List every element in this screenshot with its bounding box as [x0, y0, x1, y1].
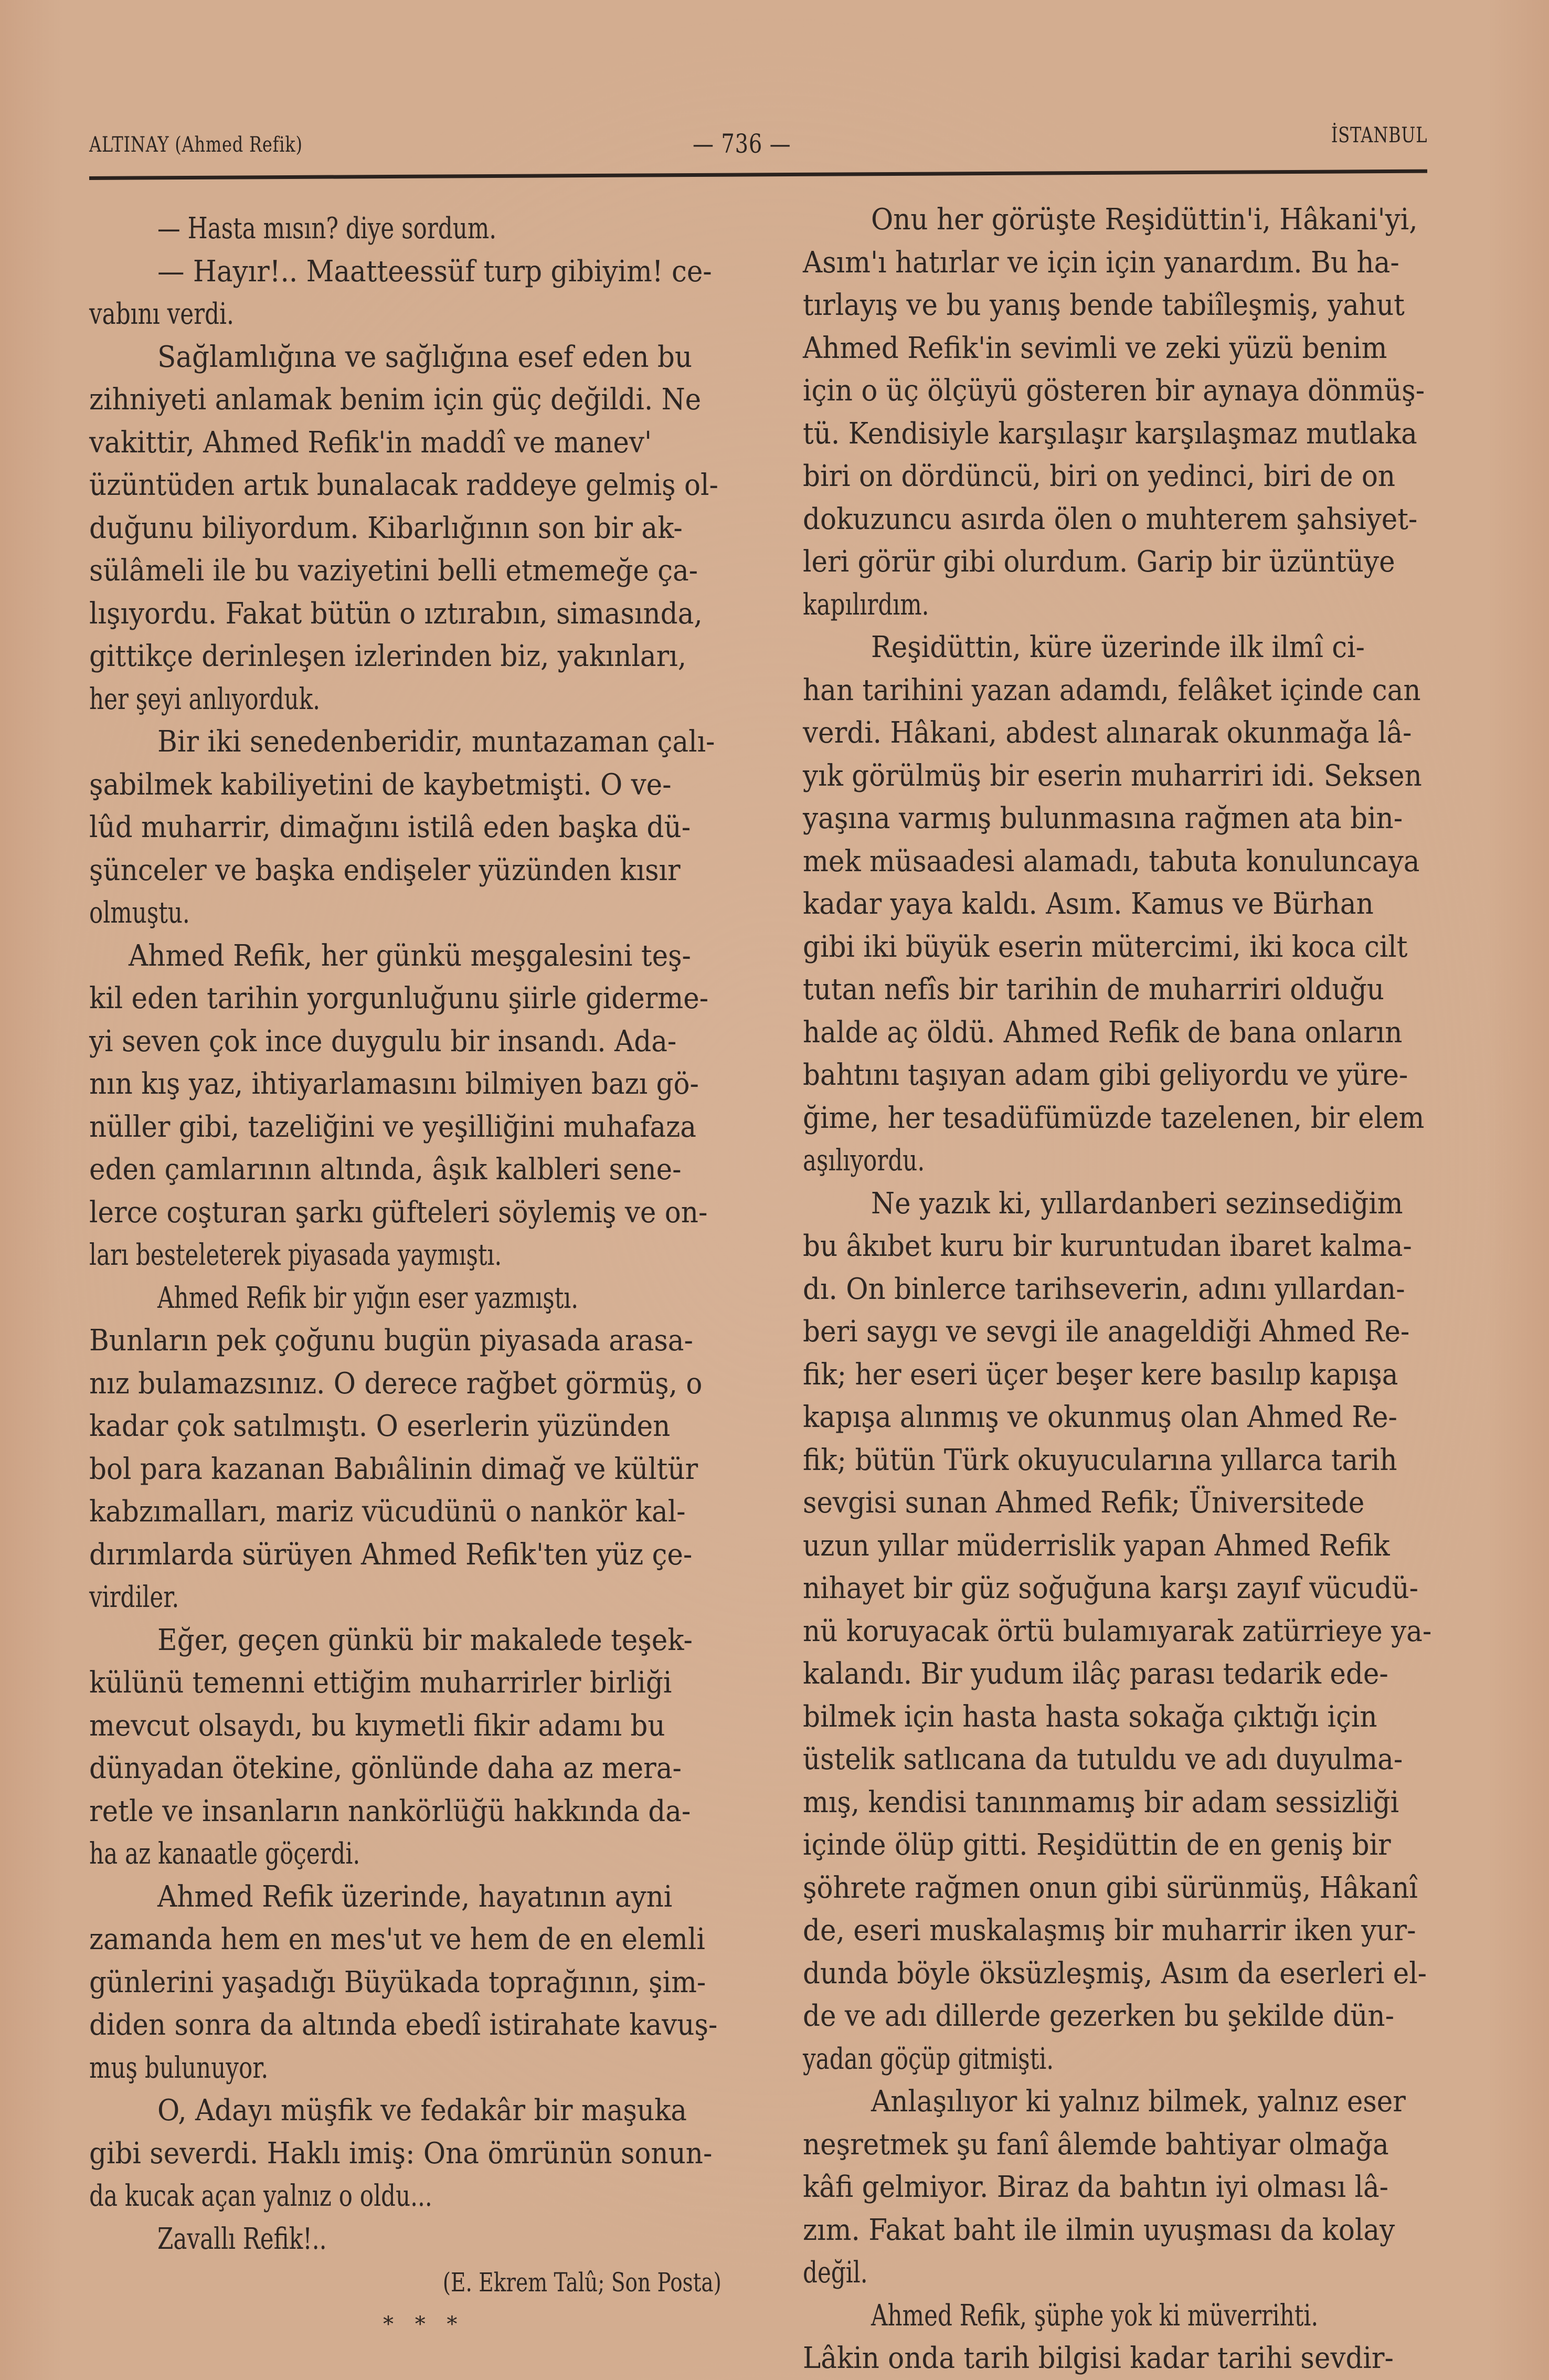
text-line-content: sevgisi sunan Ahmed Refik; Üniversitede	[803, 1486, 1365, 1520]
text-line	[89, 1490, 727, 1533]
text-line	[89, 1319, 727, 1362]
text-line-content: bu âkıbet kuru bir kuruntudan ibaret kalma-	[803, 1229, 1412, 1263]
text-line	[89, 1277, 727, 1320]
header-rule	[89, 170, 1427, 180]
text-line	[89, 721, 727, 764]
header-section: İSTANBUL	[1331, 123, 1427, 147]
text-line-content: tü. Kendisiyle karşılaşır karşılaşmaz mutlaka	[803, 416, 1417, 451]
text-line	[803, 2209, 1435, 2252]
text-line	[803, 1952, 1435, 1995]
text-line	[803, 455, 1435, 498]
text-line	[803, 1867, 1435, 1910]
text-line-content: üzüntüden artık bunalacak raddeye gelmiş ol-	[89, 468, 718, 502]
text-line	[89, 2089, 727, 2132]
text-line	[89, 1148, 727, 1191]
text-line-content: Asım'ı hatırlar ve için için yanardım. Bu ha-	[803, 245, 1399, 280]
text-line	[803, 1054, 1435, 1097]
text-line	[89, 2047, 727, 2090]
text-line	[89, 1961, 727, 2004]
text-line-content: han tarihini yazan adamdı, felâket içinde can	[803, 673, 1421, 707]
text-line	[803, 1396, 1435, 1439]
text-line	[803, 584, 1435, 627]
text-line-content: duğunu biliyordum. Kibarlığının son bir ak-	[89, 511, 683, 545]
text-line-content: olmuştu.	[89, 896, 190, 930]
text-line	[89, 1662, 727, 1705]
text-line-content: Ahmed Refik'in sevimli ve zeki yüzü benim	[803, 331, 1387, 365]
text-line-content: bilmek için hasta hasta sokağa çıktığı için	[803, 1699, 1377, 1734]
text-line-content: vakittir, Ahmed Refik'in maddî ve manev'	[89, 425, 652, 460]
text-line	[803, 2038, 1435, 2081]
text-line	[803, 2251, 1435, 2294]
text-line	[803, 1011, 1435, 1054]
text-line-content: ha az kanaatle göçerdi.	[89, 1837, 360, 1871]
text-line	[803, 2080, 1435, 2123]
text-line-content: verdi. Hâkani, abdest alınarak okunmağa lâ-	[803, 716, 1412, 750]
text-line	[803, 797, 1435, 840]
text-line-content: Ahmed Refik, her günkü meşgalesini teş-	[129, 938, 691, 973]
text-line-content: retle ve insanların nankörlüğü hakkında da-	[89, 1794, 691, 1828]
text-line-content: tırlayış ve bu yanış bende tabiîleşmiş, yahut	[803, 288, 1405, 322]
text-line	[803, 1225, 1435, 1268]
text-line-content: üstelik satlıcana da tutuldu ve adı duyulma-	[803, 1742, 1403, 1776]
text-line-content: mek müsaadesi alamadı, tabuta konuluncaya	[803, 844, 1420, 879]
text-line	[803, 1482, 1435, 1525]
text-line	[803, 327, 1435, 370]
text-line-content: O, Adayı müşfik ve fedakâr bir maşuka	[157, 2093, 687, 2128]
text-line-content: neşretmek şu fanî âlemde bahtiyar olmağa	[803, 2127, 1389, 2162]
text-line	[89, 2004, 727, 2047]
text-line	[89, 2175, 727, 2218]
text-line	[89, 1833, 727, 1876]
text-line	[89, 293, 727, 336]
text-line-content: kapışa alınmış ve okunmuş olan Ahmed Re-	[803, 1400, 1397, 1434]
text-line	[89, 549, 727, 593]
text-line-content: fik; bütün Türk okuyucularına yıllarca tarih	[803, 1443, 1397, 1477]
text-line	[89, 1705, 727, 1748]
text-line	[89, 764, 727, 807]
text-line	[803, 1182, 1435, 1225]
text-line-content: külünü temenni ettiğim muharrirler birliği	[89, 1666, 672, 1700]
text-line-content: Reşidüttin, küre üzerinde ilk ilmî ci-	[871, 630, 1365, 664]
text-line	[89, 2218, 727, 2261]
text-line-content: Ahmed Refik, şüphe yok ki müverrihti.	[871, 2298, 1319, 2333]
text-line-content: Ahmed Refik üzerinde, hayatının ayni	[157, 1879, 673, 1914]
text-line-content: kalandı. Bir yudum ilâç parası tedarik ede-	[803, 1657, 1388, 1691]
text-line	[89, 2132, 727, 2175]
text-line	[803, 2166, 1435, 2209]
text-line	[89, 1448, 727, 1491]
text-line-content: da kucak açan yalnız o oldu...	[89, 2179, 432, 2213]
text-line	[803, 1653, 1435, 1696]
text-line	[803, 1310, 1435, 1353]
source-attribution	[89, 2260, 727, 2303]
text-line-content: nihayet bir güz soğuğuna karşı zayıf vücudü-	[803, 1571, 1419, 1605]
text-line	[89, 678, 727, 721]
text-line	[89, 378, 727, 421]
text-line-content: zamanda hem en mes'ut ve hem de en elemli	[89, 1922, 705, 1956]
text-line-content: dı. On binlerce tarihseverin, adını yıllardan-	[803, 1272, 1405, 1306]
text-line-content: mış, kendisi tanınmamış bir adam sessizliği	[803, 1785, 1399, 1820]
text-line-content: Bir iki senedenberidir, muntazaman çalı-	[157, 725, 715, 759]
text-line	[803, 2123, 1435, 2166]
text-line	[803, 968, 1435, 1011]
text-line	[803, 541, 1435, 584]
text-line	[89, 1876, 727, 1919]
text-line	[89, 336, 727, 379]
text-line	[89, 507, 727, 550]
text-line-content: vabını verdi.	[89, 297, 234, 331]
text-line-content: sülâmeli ile bu vaziyetini belli etmemeğe ça-	[89, 554, 698, 588]
text-line-content: diden sonra da altında ebedî istirahate kavuş-	[89, 2008, 718, 2042]
text-line-content: nüller gibi, tazeliğini ve yeşilliğini muhafaza	[89, 1109, 696, 1144]
text-line-content: dokuzuncu asırda ölen o muhterem şahsiyet-	[803, 502, 1418, 536]
text-line-content: şünceler ve başka endişeler yüzünden kısır	[89, 853, 681, 887]
text-line-content: tutan nefîs bir tarihin de muharriri olduğu	[803, 972, 1384, 1007]
text-line-content: — Hayır!.. Maatteessüf turp gibiyim! ce-	[157, 254, 712, 289]
text-line	[89, 207, 727, 250]
source-attribution-text: (E. Ekrem Talû; Son Posta)	[442, 2267, 722, 2298]
text-line	[89, 1362, 727, 1405]
text-line	[89, 849, 727, 892]
text-line	[803, 498, 1435, 541]
text-line	[803, 2294, 1435, 2337]
text-line	[803, 1353, 1435, 1397]
text-line	[803, 2337, 1435, 2380]
text-line	[803, 1738, 1435, 1781]
text-line	[89, 1747, 727, 1790]
text-line-content: kadar çok satılmıştı. O eserlerin yüzünden	[89, 1409, 671, 1443]
text-line-content: yaşına varmış bulunmasına rağmen ata bin-	[803, 801, 1403, 835]
text-line	[89, 1619, 727, 1662]
text-line-content: zihniyeti anlamak benim için güç değildi. Ne	[89, 383, 702, 417]
text-line	[803, 1696, 1435, 1739]
text-line-content: kapılırdım.	[803, 587, 929, 622]
text-line	[803, 755, 1435, 798]
text-line-content: virdiler.	[89, 1580, 179, 1614]
text-line-content: yadan göçüp gitmişti.	[803, 2041, 1054, 2076]
text-line	[89, 977, 727, 1020]
text-line	[803, 712, 1435, 755]
text-line	[803, 926, 1435, 969]
text-line	[89, 806, 727, 849]
text-line	[89, 464, 727, 507]
text-line	[803, 1439, 1435, 1482]
text-line-content: nın kış yaz, ihtiyarlamasını bilmiyen bazı gö-	[89, 1067, 699, 1101]
right-column	[803, 198, 1435, 2380]
text-line-content: her şeyi anlıyorduk.	[89, 682, 320, 716]
text-line	[89, 635, 727, 678]
text-line-content: nü koruyacak örtü bulamıyarak zatürrieye ya-	[803, 1614, 1432, 1648]
text-line	[803, 626, 1435, 669]
text-line-content: ğime, her tesadüfümüzde tazelenen, bir elem	[803, 1101, 1425, 1135]
text-line	[803, 284, 1435, 327]
text-line	[803, 1781, 1435, 1824]
text-line-content: bol para kazanan Babıâlinin dimağ ve kültür	[89, 1452, 698, 1486]
text-line	[803, 369, 1435, 412]
text-line-content: halde aç öldü. Ahmed Refik de bana onların	[803, 1015, 1403, 1050]
text-line-content: kil eden tarihin yorgunluğunu şiirle giderme-	[89, 981, 709, 1016]
text-line-content: kâfi gelmiyor. Biraz da bahtın iyi olması lâ-	[803, 2170, 1389, 2204]
text-line-content: şöhrete rağmen onun gibi sürünmüş, Hâkanî	[803, 1870, 1418, 1905]
text-line-content: yi seven çok ince duygulu bir insandı. Ada-	[89, 1024, 677, 1059]
text-line	[803, 1525, 1435, 1568]
text-line-content: değil.	[803, 2256, 868, 2290]
text-line-content: de, eseri muskalaşmış bir muharrir iken yur-	[803, 1913, 1416, 1948]
text-line	[89, 1191, 727, 1234]
text-line-content: Eğer, geçen günkü bir makalede teşek-	[157, 1623, 693, 1657]
text-line	[89, 1020, 727, 1063]
text-line-content: kabzımalları, mariz vücudünü o nankör kal-	[89, 1495, 686, 1529]
text-line	[89, 250, 727, 293]
text-line-content: dunda böyle öksüzleşmiş, Asım da eserleri el-	[803, 1956, 1427, 1991]
page-number: — 736 —	[693, 129, 791, 159]
text-line	[803, 412, 1435, 456]
text-line-content: aşılıyordu.	[803, 1144, 925, 1178]
text-line-content: Zavallı Refik!..	[157, 2222, 327, 2256]
text-line-content: nız bulamazsınız. O derece rağbet görmüş, o	[89, 1366, 703, 1401]
text-line	[89, 1405, 727, 1448]
text-line	[89, 935, 727, 978]
text-line-content: Lâkin onda tarih bilgisi kadar tarihi sevdir-	[803, 2341, 1394, 2375]
text-line-content: şabilmek kabiliyetini de kaybetmişti. O ve-	[89, 767, 672, 802]
text-line-content: Ahmed Refik bir yığın eser yazmıştı.	[157, 1281, 579, 1315]
text-line	[89, 421, 727, 464]
text-line-content: ları besteleterek piyasada yaymıştı.	[89, 1238, 502, 1272]
text-line-content: muş bulunuyor.	[89, 2050, 269, 2085]
text-line-content: bahtını taşıyan adam gibi geliyordu ve yüre-	[803, 1058, 1408, 1092]
text-line	[803, 883, 1435, 926]
text-line	[803, 1097, 1435, 1140]
text-line-content: lışıyordu. Fakat bütün o ıztırabın, simasında,	[89, 596, 703, 631]
text-line-content: kadar yaya kaldı. Asım. Kamus ve Bürhan	[803, 887, 1374, 921]
text-line-content: Anlaşılıyor ki yalnız bilmek, yalnız eser	[871, 2085, 1406, 2119]
text-line	[803, 198, 1435, 241]
text-line	[803, 1995, 1435, 2038]
text-line	[803, 1824, 1435, 1867]
running-header	[89, 123, 1427, 160]
text-line	[89, 1234, 727, 1277]
text-line	[803, 1909, 1435, 1952]
text-line	[89, 892, 727, 935]
text-line-content: beri saygı ve sevgi ile anageldiği Ahmed Re-	[803, 1315, 1410, 1349]
text-line	[803, 1139, 1435, 1182]
text-line	[89, 593, 727, 636]
text-line-content: lûd muharrir, dimağını istilâ eden başka dü-	[89, 810, 691, 844]
left-column	[89, 207, 727, 2346]
text-line	[803, 669, 1435, 712]
text-line-content: eden çamlarının altında, âşık kalbleri sene-	[89, 1152, 682, 1187]
text-line	[89, 1576, 727, 1619]
text-line-content: Bunların pek çoğunu bugün piyasada arasa-	[89, 1324, 693, 1358]
text-line	[89, 1790, 727, 1833]
text-line-content: fik; her eseri üçer beşer kere basılıp kapışa	[803, 1357, 1398, 1392]
text-line	[803, 1567, 1435, 1610]
text-line-content: — Hasta mısın? diye sordum.	[157, 211, 497, 246]
text-line-content: günlerini yaşadığı Büyükada toprağının, şim-	[89, 1965, 706, 2000]
text-line-content: de ve adı dillerde gezerken bu şekilde dün-	[803, 1999, 1394, 2033]
text-line-content: dünyadan ötekine, gönlünde daha az mera-	[89, 1751, 682, 1785]
text-line	[89, 1918, 727, 1961]
text-line-content: gittikçe derinleşen izlerinden biz, yakınları,	[89, 639, 687, 673]
text-line-content: zım. Fakat baht ile ilmin uyuşması da kolay	[803, 2213, 1395, 2247]
text-line-content: Onu her görüşte Reşidüttin'i, Hâkani'yi,	[871, 203, 1418, 237]
text-line-content: gibi iki büyük eserin mütercimi, iki koca cilt	[803, 929, 1408, 964]
text-line-content: dırımlarda sürüyen Ahmed Refik'ten yüz çe-	[89, 1537, 693, 1572]
text-line	[89, 1533, 727, 1577]
text-line-content: içinde ölüp gitti. Reşidüttin de en geniş bir	[803, 1828, 1391, 1862]
text-line-content: mevcut olsaydı, bu kıymetli fikir adamı bu	[89, 1708, 665, 1743]
text-line-content: Sağlamlığına ve sağlığına esef eden bu	[157, 340, 693, 374]
text-line	[89, 1106, 727, 1149]
section-separator: * * *	[383, 2312, 465, 2336]
text-line-content: yık görülmüş bir eserin muharriri idi. Seksen	[803, 758, 1422, 793]
text-line-content: biri on dördüncü, biri on yedinci, biri de on	[803, 459, 1396, 493]
text-line	[89, 1063, 727, 1106]
text-line-content: uzun yıllar müderrislik yapan Ahmed Refik	[803, 1528, 1390, 1563]
text-line-content: gibi severdi. Haklı imiş: Ona ömrünün sonun-	[89, 2136, 713, 2171]
text-line	[803, 1610, 1435, 1653]
text-line	[803, 840, 1435, 883]
text-line-content: için o üç ölçüyü gösteren bir aynaya dönmüş-	[803, 374, 1425, 408]
text-line-content: lerce coşturan şarkı güfteleri söylemiş ve on-	[89, 1195, 708, 1230]
text-line-content: leri görür gibi olurdum. Garip bir üzüntüye	[803, 545, 1395, 579]
text-line	[803, 1268, 1435, 1311]
header-author: ALTINAY (Ahmed Refik)	[89, 133, 303, 157]
text-line-content: Ne yazık ki, yıllardanberi sezinsediğim	[871, 1186, 1403, 1221]
text-line	[803, 241, 1435, 284]
